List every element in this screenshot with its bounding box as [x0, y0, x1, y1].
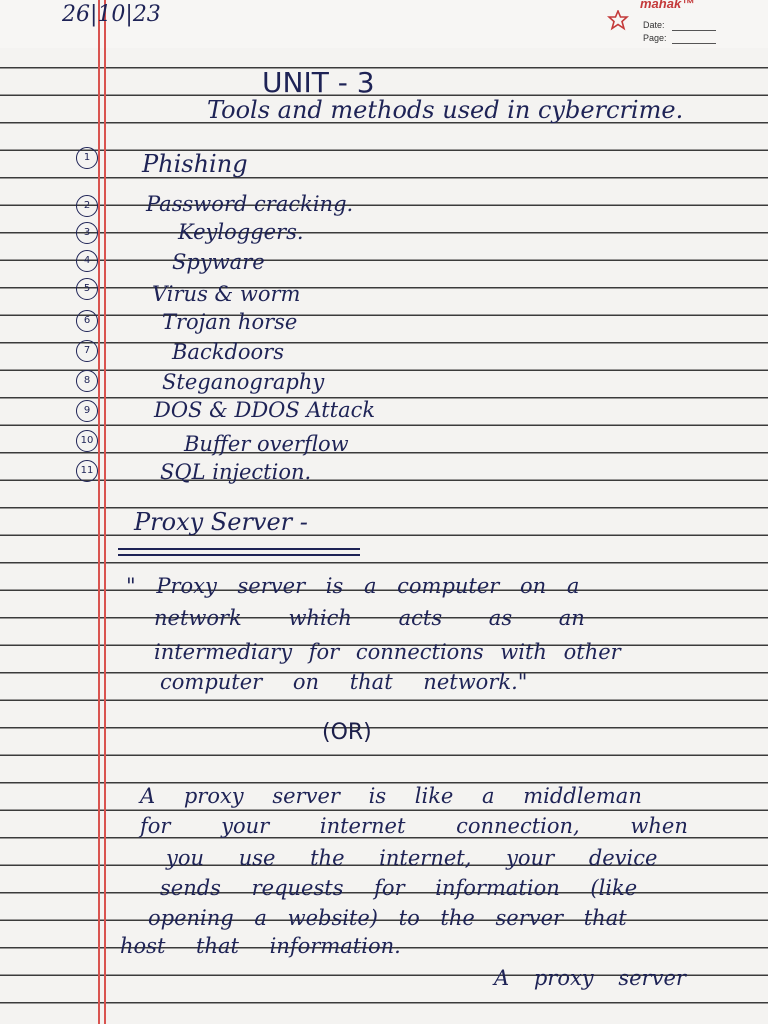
list-number: 9 [76, 400, 98, 422]
mahak-logo-icon [607, 10, 629, 32]
definition-line: intermediary for connections with other [154, 640, 621, 664]
list-number: 8 [76, 370, 98, 392]
unit-title: UNIT - 3 [262, 66, 375, 99]
list-number: 2 [76, 195, 98, 217]
heading-underline [118, 548, 360, 550]
list-item: Backdoors [172, 340, 284, 364]
list-number: 4 [76, 250, 98, 272]
definition-line: network which acts as an [154, 606, 585, 630]
list-number: 3 [76, 222, 98, 244]
list-number: 1 [76, 147, 98, 169]
list-number: 6 [76, 310, 98, 332]
list-item: Virus & worm [152, 282, 301, 306]
notebook-brand: mahak™ [640, 0, 695, 11]
list-item: DOS & DDOS Attack [154, 398, 376, 422]
explanation-line: A proxy server is like a middleman [140, 784, 642, 808]
definition-line: computer on that network." [160, 670, 528, 694]
explanation-line: opening a website) to the server that [148, 906, 627, 930]
list-item: Password cracking. [146, 192, 354, 216]
handwritten-date: 26|10|23 [62, 2, 161, 27]
unit-subtitle: Tools and methods used in cybercrime. [207, 96, 684, 124]
list-item: SQL injection. [160, 460, 312, 484]
list-item: Steganography [162, 370, 325, 394]
heading-underline [118, 554, 360, 556]
explanation-line: for your internet connection, when [140, 814, 688, 838]
list-item: Phishing [142, 150, 248, 178]
list-item: Keyloggers. [178, 220, 304, 244]
list-item: Trojan horse [162, 310, 298, 334]
list-item: Buffer overflow [184, 432, 349, 456]
section-heading-proxy-server: Proxy Server - [134, 508, 308, 536]
list-number: 11 [76, 460, 98, 482]
list-number: 7 [76, 340, 98, 362]
date-field-line [672, 30, 716, 31]
list-number: 5 [76, 278, 98, 300]
explanation-line: you use the internet, your device [166, 846, 658, 870]
list-number: 10 [76, 430, 98, 452]
definition-line: " Proxy server is a computer on a [126, 574, 580, 598]
margin-line [104, 0, 106, 1024]
or-separator: (OR) [322, 720, 372, 745]
list-item: Spyware [172, 250, 265, 274]
explanation-line: A proxy server [494, 966, 686, 990]
explanation-line: host that information. [120, 934, 401, 958]
margin-line [98, 0, 100, 1024]
page-label: Page: [643, 33, 667, 43]
explanation-line: sends requests for information (like [160, 876, 638, 900]
page-field-line [672, 43, 716, 44]
date-label: Date: [643, 20, 665, 30]
